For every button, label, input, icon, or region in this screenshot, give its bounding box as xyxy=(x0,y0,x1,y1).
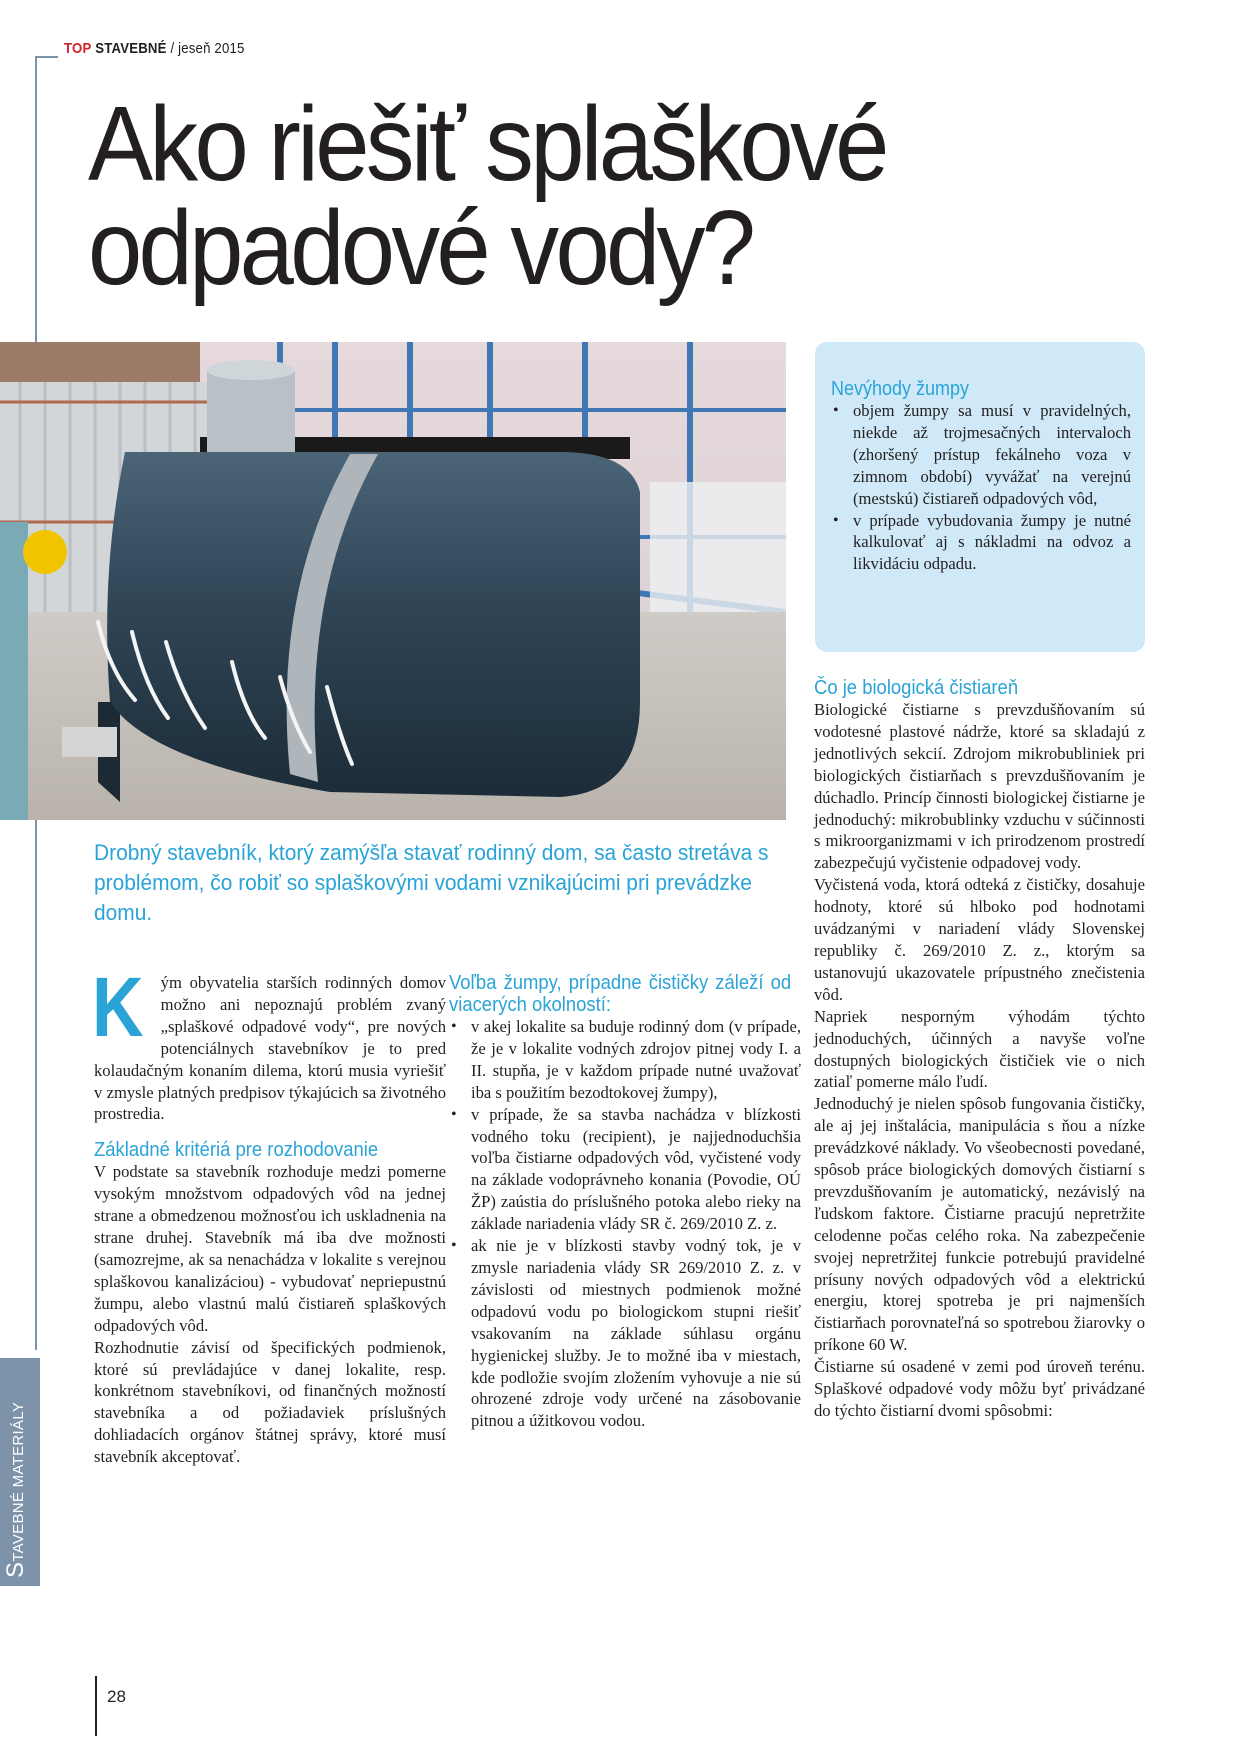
subheading-biological: Čo je biologická čistiareň xyxy=(814,676,1019,699)
septic-tank-photo xyxy=(0,342,786,820)
choice-item: • v prípade, že sa stavba nachádza v blízkosti vodného toku (recipient), je najjednoduchšia voľba čistiarne odpadových vôd, vyčistené vody na základe vodoprávneho konania (Povodie, OÚ ŽP) zaústia do príslušného potoka alebo rieky na základe nariadenia vlády SR č. 269/2010 Z. z. xyxy=(449,1104,801,1235)
criteria-paragraph-2: Rozhodnutie závisí od špecifických podmienok, ktoré sú prevládajúce v danej lokalite, resp. konkrétnom stavebníkovi, od finančných možností stavebníka a od požiadaviek príslušných dohliadacích orgánov štátnej správy, ktoré musí stavebník akceptovať. xyxy=(94,1337,446,1467)
intro-paragraph xyxy=(92,960,446,1125)
infobox-list xyxy=(831,400,1131,575)
column-3 xyxy=(814,677,1145,1422)
drop-cap: K xyxy=(92,960,144,1054)
page-number: 28 xyxy=(107,1687,126,1706)
article-title-line1: Ako riešiť splaškové xyxy=(88,85,886,203)
choice-item: • ak nie je v blízkosti stavby vodný tok, je v zmysle nariadenia vlády SR 269/2010 Z. z. v závislosti od miestnych podmienok možné odpadovú vodu po biologickom stupni riešiť vsakovaním na základe súhlasu orgánu hygienickej služby. Je to možné iba v miestach, kde podložie svojím zložením vyhovuje a nie sú ohrozené zdroje vody určené na zásobovanie pitnou a úžitkovou vodou. xyxy=(449,1235,801,1432)
bio-paragraph: Napriek nesporným výhodám týchto jednoduchých, účinných a navyše voľne dostupných biologických čističiek vie o nich zatiaľ pomerne málo ľudí. xyxy=(814,1006,1145,1092)
article-title xyxy=(88,85,1063,307)
photo-illustration xyxy=(0,342,786,820)
bio-paragraph: Vyčistená voda, ktorá odteká z čističky, dosahuje hodnoty, ktoré sú hlboko pod hodnotami uvádzanými v nariadení vlády Slovenskej republiky č. 269/2010 Z. z., ktorým sa ustanovujú ukazovatele prípustného znečistenia vôd. xyxy=(814,875,1145,1004)
article-title-line2: odpadové vody? xyxy=(88,189,753,307)
bio-paragraph: Biologické čistiarne s prevzdušňovaním sú vodotesné plastové nádrže, ktoré sa skladajú z jednotlivých sekcií. Zdrojom mikrobubliniek pri biologických čistiarňach s prevzdušňovaním je dúchadlo. Princíp činnosti biologickej čistiarne je jednoduchý: mikrobublinky vzduchu v súčinnosti s mikroorganizmami v ich prirodzenom prostredí zabezpečujú vyčistenie odpadovej vody. xyxy=(814,700,1145,873)
lead-paragraph: Drobný stavebník, ktorý zamýšľa stavať rodinný dom, sa často stretáva s problémom, čo robiť so splaškovými vodami vznikajúcimi pri prevádzke domu. xyxy=(94,840,769,925)
infobox-item: • objem žumpy sa musí v pravidelných, niekde až trojmesačných intervaloch (zhoršený prístup fekálneho voza v zimnom období) vyvážať na verejnú (mestskú) čistiareň odpadových vôd, xyxy=(831,400,1131,510)
header-brand: STAVEBNÉ xyxy=(95,40,167,57)
header-top-label: TOP xyxy=(64,40,92,57)
margin-rule-bottom xyxy=(35,820,37,1350)
header-rule xyxy=(36,56,58,58)
disadvantages-infobox xyxy=(815,342,1145,652)
page-number-rule xyxy=(95,1676,97,1736)
section-side-tab xyxy=(0,1358,40,1586)
column-2 xyxy=(449,972,801,1432)
subheading-criteria: Základné kritériá pre rozhodovanie xyxy=(94,1138,379,1162)
running-header xyxy=(64,40,245,57)
infobox-item: • v prípade vybudovania žumpy je nutné kalkulovať aj s nákladmi na odvoz a likvidáciu odpadu. xyxy=(831,510,1131,576)
bio-paragraph: Jednoduchý je nielen spôsob fungovania čističky, ale aj jej inštalácia, manipulácia s ňou a nízke prevádzkové náklady. Vo všeobecnosti povedané, spôsob práce biologických domových čistiarní s prevzdušňovaním je automatický, nezávislý na ľudskom faktore. Čistiarne pracujú nepretržite celodenne počas celého roka. Na zabezpečenie svojej nepretržitej funkcie potrebujú pravidelné prísuny nových odpadových vôd a elektrickú energiu, ktorej spotreba je pri najmenších čistiarňach porovnateľná so spotrebou žiarovky o príkone 60 W. xyxy=(814,1094,1145,1355)
choice-list xyxy=(449,1016,801,1432)
section-label-rest: TAVEBNÉ MATERIÁLY xyxy=(10,1401,27,1562)
header-issue: / jeseň 2015 xyxy=(170,40,245,57)
intro-text: ým obyvatelia starších rodinných domov možno ani nepoznajú problém zvaný „splaškové odpadové vody“, pre nových potenciálnych stavebníkov je to pred kolaudačným konaním dilema, ktorú musia vyriešiť v zmysle platných predpisov týkajúcich sa životného prostredia. xyxy=(94,973,446,1124)
section-label-initial: S xyxy=(2,1561,29,1578)
choice-item: • v akej lokalite sa buduje rodinný dom (v prípade, že je v lokalite vodných zdrojov pitnej vody I. a II. stupňa, je v každom prípade nutné uvažovať iba s použitím bezodtokovej žumpy), xyxy=(449,1016,801,1104)
criteria-paragraph-1: V podstate sa stavebník rozhoduje medzi pomerne vysokým množstvom odpadových vôd na jednej strane a obmedzenou možnosťou ich uskladnenia na strane druhej. Stavebník má iba dve možnosti (samozrejme, ak sa nenachádza v lokalite s verejnou splaškovou kanalizáciou) - vybudovať nepriepustnú žumpu, alebo vlastnú malú čistiareň splaškových odpadových vôd. xyxy=(94,1162,446,1335)
infobox-heading: Nevýhody žumpy xyxy=(831,378,970,400)
spacer xyxy=(94,1125,446,1139)
margin-rule-top xyxy=(35,56,37,342)
subheading-choice: Voľba žumpy, prípadne čističky záleží od viacerých okolností: xyxy=(449,971,792,1016)
column-1 xyxy=(92,960,446,1468)
bio-paragraph: Čistiarne sú osadené v zemi pod úroveň terénu. Splaškové odpadové vody môžu byť privádzané do týchto čistiarní dvomi spôsobmi: xyxy=(814,1357,1145,1420)
section-label xyxy=(2,1358,30,1578)
